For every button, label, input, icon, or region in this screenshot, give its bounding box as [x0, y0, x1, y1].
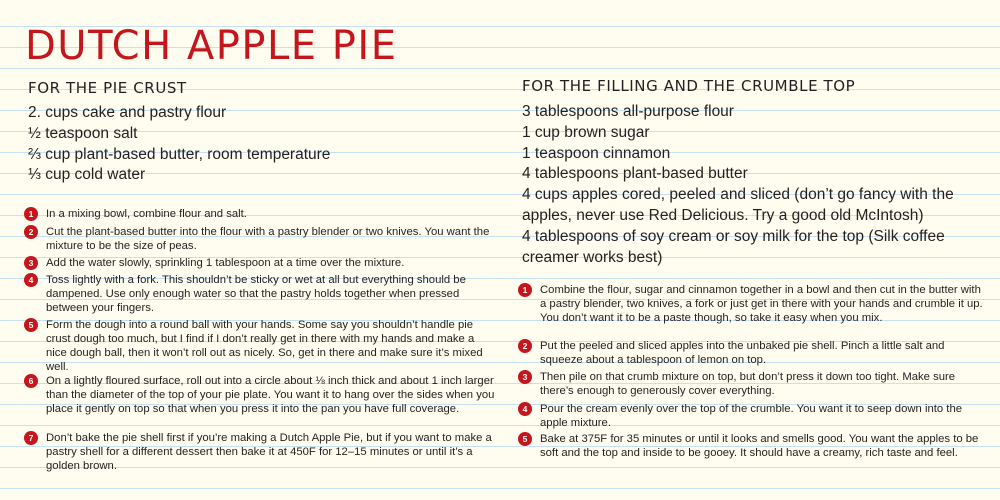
step-text: In a mixing bowl, combine flour and salt.	[46, 208, 247, 220]
pie-crust-heading: FOR THE PIE CRUST	[28, 79, 187, 97]
step-number-badge: 2	[518, 339, 532, 353]
step-text: Put the peeled and sliced apples into the unbaked pie shell. Pinch a little salt and squeeze about a tablespoon of lemon on top.	[540, 340, 945, 366]
step-item	[522, 283, 985, 325]
step-text: Form the dough into a round ball with your hands. Some say you shouldn’t handle pie crust dough too much, but I find if I don’t really get in there with my hands and make a nice dough ball, then it won’t roll out as nicely. So, get in there and make sure it’s mixed well.	[46, 319, 483, 373]
step-number-badge: 3	[518, 370, 532, 384]
step-item	[522, 402, 985, 430]
ingredient-item: 2. cups cake and pastry flour	[28, 104, 227, 121]
step-number-badge: 5	[24, 318, 38, 332]
ingredient-item: 1 teaspoon cinnamon	[522, 144, 671, 162]
step-number-badge: 6	[24, 374, 38, 388]
ingredient-item: 4 tablespoons plant-based butter	[522, 165, 748, 183]
step-item	[522, 339, 985, 367]
step-number-badge: 5	[518, 432, 532, 446]
step-text: Add the water slowly, sprinkling 1 tablespoon at a time over the mixture.	[46, 257, 405, 269]
step-number-badge: 2	[24, 225, 38, 239]
ingredient-item: ½ teaspoon salt	[28, 124, 138, 142]
filling-heading: FOR THE FILLING AND THE CRUMBLE TOP	[522, 77, 856, 95]
step-text: On a lightly floured surface, roll out into a circle about ⅛ inch thick and about 1 inch larger than the diameter of the top of your pie plate. You want it to hang over the sides when you place it gently on top so that when you press it into the pan you have full coverage.	[46, 375, 495, 415]
step-item	[28, 256, 496, 270]
step-number-badge: 1	[24, 207, 38, 221]
step-item	[28, 273, 496, 315]
step-text: Then pile on that crumb mixture on top, but don’t press it down too tight. Make sure there’s enough to generously cover everything.	[540, 371, 956, 397]
ingredient-item: ⅔ cup plant-based butter, room temperature	[28, 145, 331, 163]
pie-crust-ingredients	[28, 103, 330, 186]
step-item	[28, 225, 496, 253]
step-item	[28, 374, 496, 416]
step-item	[28, 431, 496, 473]
ingredient-item: 4 tablespoons of soy cream or soy milk for the top (Silk coffee creamer works best)	[522, 227, 945, 266]
step-text: Don’t bake the pie shell first if you’re making a Dutch Apple Pie, but if you want to make a pastry shell for a different dessert then bake it at 450F for 12–15 minutes or until it’s a golden brown.	[46, 432, 492, 472]
step-text: Combine the flour, sugar and cinnamon together in a bowl and then cut in the butter with a pastry blender, two knives, a fork or just get in there with your hands and crumble it up. You don’t want it to be a paste though, so take it easy when you mix.	[540, 284, 983, 324]
step-number-badge: 3	[24, 256, 38, 270]
step-item	[28, 318, 496, 374]
step-number-badge: 4	[24, 273, 38, 287]
step-text: Cut the plant-based butter into the flour with a pastry blender or two knives. You want the mixture to be the size of peas.	[46, 226, 490, 252]
recipe-title: DUTCH APPLE PIE	[25, 23, 398, 69]
filling-ingredients	[522, 102, 972, 268]
step-number-badge: 4	[518, 402, 532, 416]
step-number-badge: 7	[24, 431, 38, 445]
step-number-badge: 1	[518, 283, 532, 297]
step-item	[522, 432, 985, 460]
step-item	[28, 207, 496, 221]
ingredient-item: ⅓ cup cold water	[28, 166, 146, 184]
step-text: Bake at 375F for 35 minutes or until it looks and smells good. You want the apples to be soft and the top and inside to be gooey. It should have a creamy, rich taste and feel.	[540, 433, 979, 459]
step-text: Pour the cream evenly over the top of the crumble. You want it to seep down into the apple mixture.	[540, 403, 963, 429]
ingredient-item: 3 tablespoons all-purpose flour	[522, 103, 734, 120]
step-text: Toss lightly with a fork. This shouldn’t be sticky or wet at all but everything should be dampened. Use only enough water so that the pastry holds together when pressed between your fingers.	[46, 274, 466, 314]
step-item	[522, 370, 985, 398]
ingredient-item: 1 cup brown sugar	[522, 123, 650, 141]
ingredient-item: 4 cups apples cored, peeled and sliced (don’t go fancy with the apples, never use Red Delicious. Try a good old McIntosh)	[522, 186, 954, 224]
